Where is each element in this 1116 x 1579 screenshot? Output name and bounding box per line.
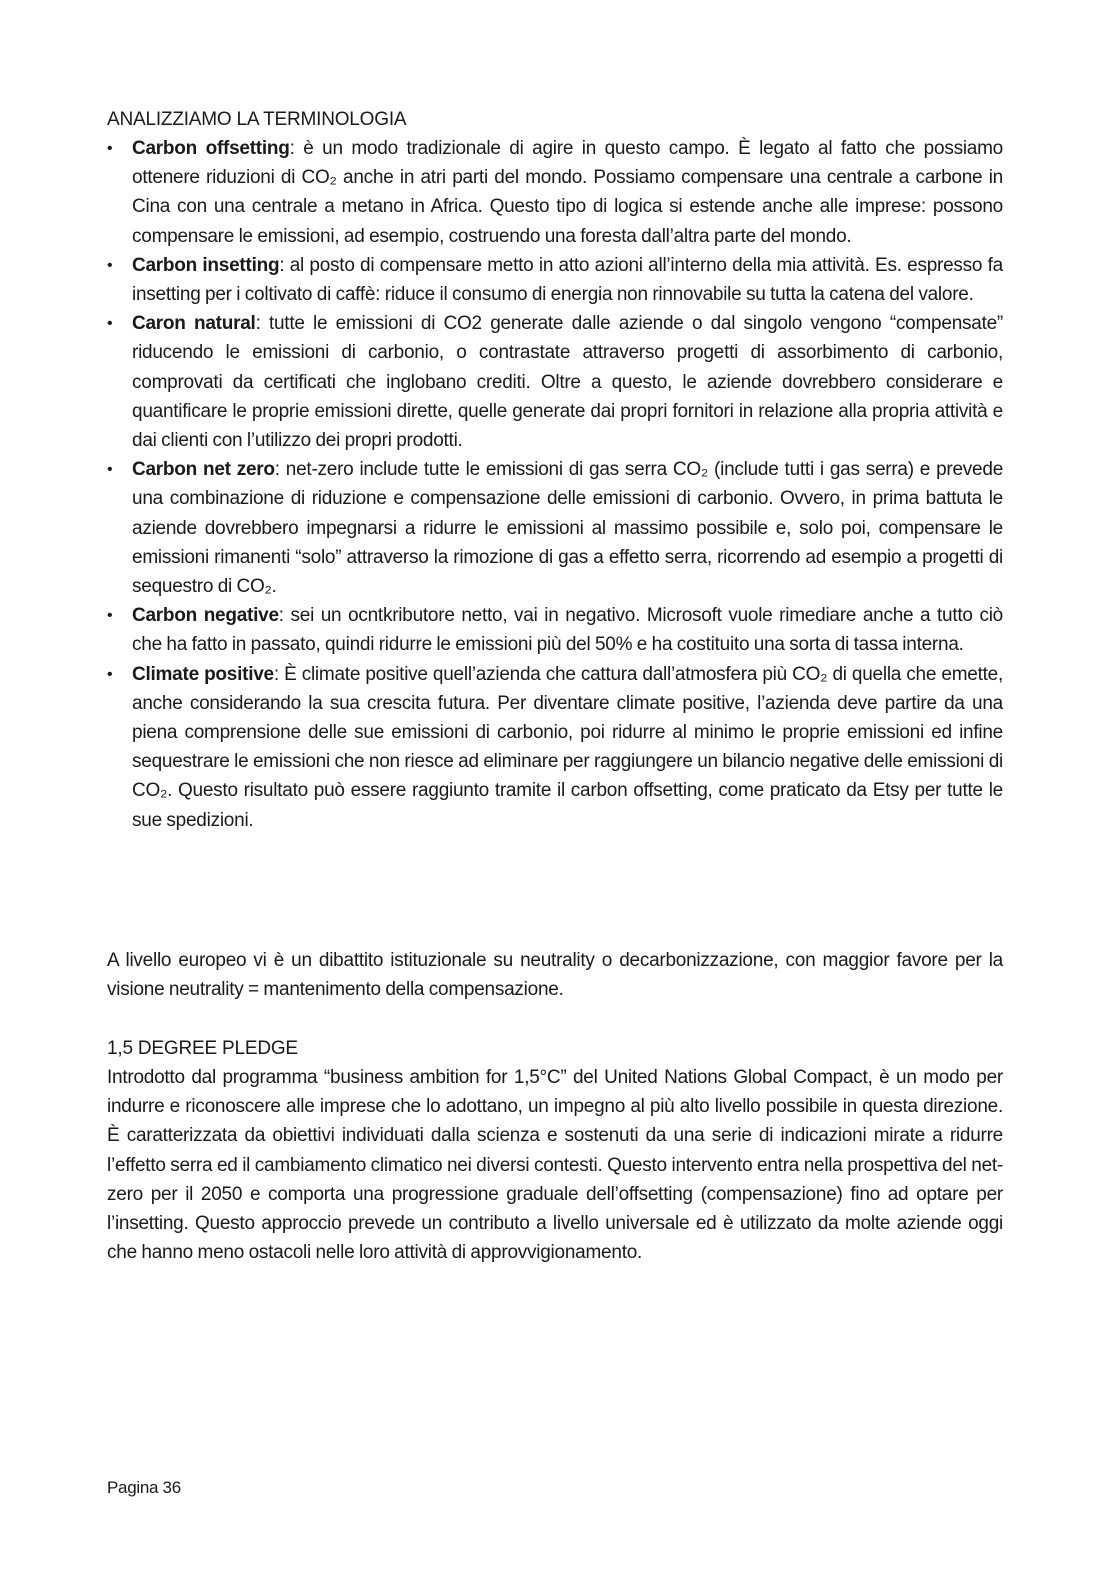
term-label: Carbon offsetting	[132, 138, 290, 159]
page-number: Pagina 36	[107, 1478, 181, 1497]
degree-pledge-paragraph: Introdotto dal programma “business ambition for 1,5°C” del United Nations Global Compact, è un modo per indurre e riconoscere alle imprese che lo adottano, un impegno al più alto livello possibile in questa direzione. È caratterizzata da obiettivi individuati dalla scienza e sostenuti da una serie di indicazioni mirate a ridurre l’effetto serra ed il cambiamento climatico nei diversi contesti. Questo intervento entra nella prospettiva del net-zero per il 2050 e comporta una progressione graduale dell’offsetting (compensazione) fino ad optare per l’insetting. Questo approccio prevede un contributo a livello universale ed è utilizzato da molte aziende oggi che hanno meno ostacoli nelle loro attività di approvvigionamento.	[107, 1067, 1003, 1264]
term-definition: : net-zero include tutte le emissioni di gas serra CO₂ (include tutti i gas serra) e prevede una combinazione di riduzione e compensazione delle emissioni di carbonio. Ovvero, in prima battuta le aziende dovrebbero impegnarsi a ridurre le emissioni al massimo possibile e, solo poi, compensare le emissioni rimanenti “solo” attraverso la rimozione di gas a effetto serra, ricorrendo ad esempio a progetti di sequestro di CO₂.	[132, 459, 1004, 598]
bullet-icon: •	[107, 607, 113, 625]
term-label: Climate positive	[132, 663, 274, 685]
section-heading-degree-pledge: 1,5 DEGREE PLEDGE	[107, 1038, 298, 1059]
list-item-carbon-negative	[107, 601, 1003, 659]
term-definition: : è un modo tradizionale di agire in questo campo. È legato al fatto che possiamo ottenere riduzioni di CO₂ anche in atri parti del mondo. Possiamo compensare una centrale a carbone in Cina con una centrale a metano in Africa. Questo tipo di logica si estende anche alle imprese: possono compensare le emissioni, ad esempio, costruendo una foresta dall’altra parte del mondo.	[132, 138, 1004, 247]
european-debate-paragraph: A livello europeo vi è un dibattito istituzionale su neutrality o decarbonizzazione, con maggior favore per la visione neutrality = mantenimento della compensazione.	[107, 950, 1003, 1001]
term-label: Carbon net zero	[132, 459, 275, 481]
term-definition: : È climate positive quell’azienda che cattura dall’atmosfera più CO₂ di quella che emette, anche considerando la sua crescita futura. Per diventare climate positive, l’azienda deve partire da una piena comprensione delle sue emissioni di carbonio, poi ridurre al minimo le proprie emissioni ed infine sequestrare le emissioni che non riesce ad eliminare per raggiungere un bilancio negative delle emissioni di CO₂. Questo risultato può essere raggiunto tramite il carbon offsetting, come praticato da Etsy per tutte le sue spedizioni.	[132, 663, 1003, 831]
bullet-icon: •	[107, 140, 113, 157]
term-definition: : tutte le emissioni di CO2 generate dalle aziende o dal singolo vengono “compensate” riducendo le emissioni di carbonio, o contrastate attraverso progetti di assorbimento di carbonio, comprovati da certificati che inglobano crediti. Oltre a questo, le aziende dovrebbero considerare e quantificare le proprie emissioni dirette, quelle generate dai propri fornitori in relazione alla propria attività e dai clienti con l’utilizzo dei propri prodotti.	[132, 313, 1004, 452]
list-item-carbon-insetting	[107, 251, 1003, 309]
bullet-icon: •	[107, 461, 113, 479]
list-item-carbon-net-zero	[107, 455, 1003, 601]
term-definition: : al posto di compensare metto in atto azioni all’interno della mia attività. Es. espresso fa insetting per i coltivato di caffè: riduce il consumo di energia non rinnovabile su tutta la catena del valore.	[132, 254, 1003, 306]
term-label: Caron natural	[132, 313, 256, 335]
section-heading-terminology: ANALIZZIAMO LA TERMINOLOGIA	[107, 109, 407, 130]
term-label: Carbon insetting	[132, 254, 280, 276]
list-item-climate-positive	[107, 660, 1003, 835]
bullet-icon: •	[107, 665, 113, 683]
list-item-carbon-natural	[107, 309, 1003, 455]
term-label: Carbon negative	[132, 605, 279, 627]
terminology-list	[107, 134, 1003, 835]
bullet-icon: •	[107, 256, 113, 274]
term-definition: : sei un ocntkributore netto, vai in negativo. Microsoft vuole rimediare anche a tutto ciò che ha fatto in passato, quindi ridurre le emissioni più del 50% e ha costituito una sorta di tassa interna.	[132, 605, 1003, 656]
list-item-carbon-offsetting	[107, 134, 1003, 251]
bullet-icon: •	[107, 315, 113, 333]
